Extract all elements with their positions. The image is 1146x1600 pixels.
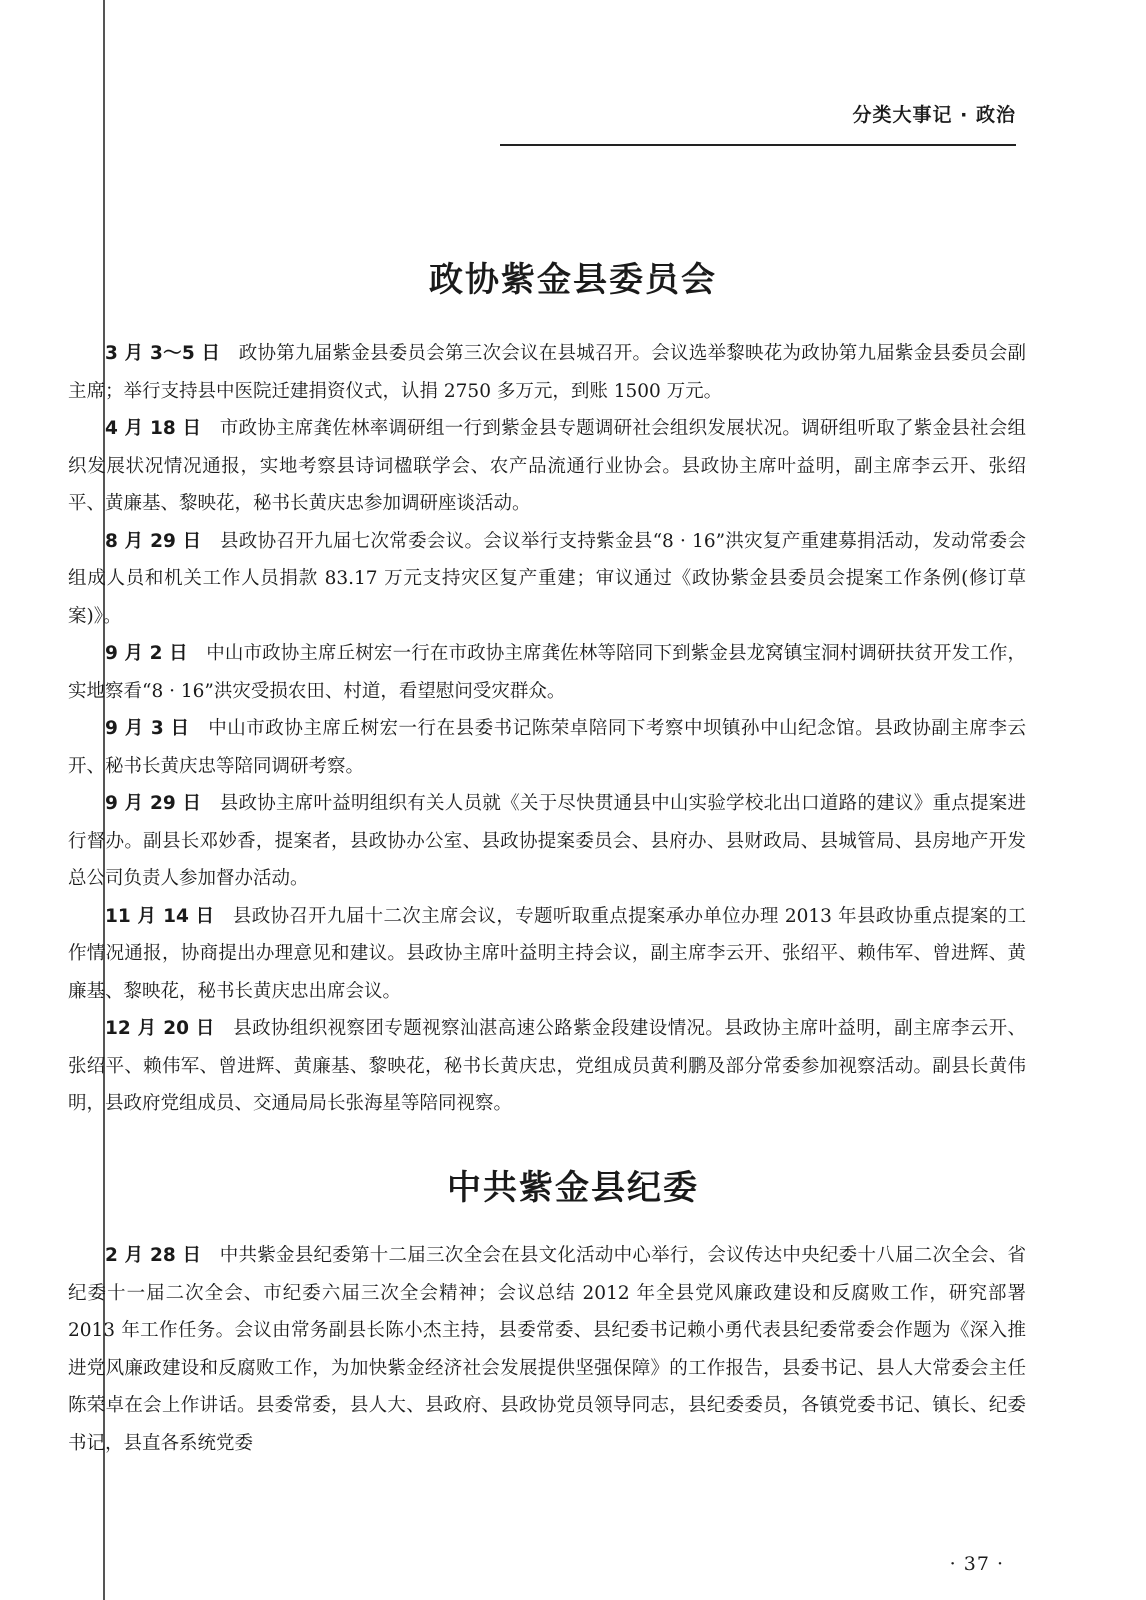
entry	[68, 1237, 1026, 1462]
entry-text: 中共紫金县纪委第十二届三次全会在县文化活动中心举行，会议传达中央纪委十八届二次全会、省纪委十一届二次全会、市纪委六届三次全会精神；会议总结 2012 年全县党风廉政建设和反腐败工作，研究部署 2013 年工作任务。会议由常务副县长陈小杰主持，县委常委、县纪委书记赖小勇代表县纪委常委会作题为《深入推进党风廉政建设和反腐败工作，为加快紫金经济社会发展提供坚强保障》的工作报告，县委书记、县人大常委会主任陈荣卓在会上作讲话。县委常委，县人大、县政府、县政协党员领导同志，县纪委委员，各镇党委书记、镇长、纪委书记，县直各系统党委	[68, 1245, 1026, 1454]
entry-text: 县政协召开九届十二次主席会议，专题听取重点提案承办单位办理 2013 年县政协重点提案的工作情况通报，协商提出办理意见和建议。县政协主席叶益明主持会议，副主席李云开、张绍平、赖伟军、曾进辉、黄廉基、黎映花，秘书长黄庆忠出席会议。	[68, 905, 1026, 1002]
entry-text: 政协第九届紫金县委员会第三次会议在县城召开。会议选举黎映花为政协第九届紫金县委员会副主席；举行支持县中医院迁建捐资仪式，认捐 2750 多万元，到账 1500 万元。	[68, 343, 1026, 402]
entry-date: 9 月 3 日	[105, 718, 190, 739]
running-title: 分类大事记 · 政治	[852, 104, 1016, 126]
entry	[68, 335, 1026, 410]
entry	[68, 898, 1026, 1011]
entry-date: 3 月 3～5 日	[105, 343, 221, 364]
entry-text: 县政协主席叶益明组织有关人员就《关于尽快贯通县中山实验学校北出口道路的建议》重点提案进行督办。副县长邓妙香，提案者，县政协办公室、县政协提案委员会、县府办、县财政局、县城管局、县房地产开发总公司负责人参加督办活动。	[68, 793, 1026, 889]
entry-date: 11 月 14 日	[105, 905, 215, 927]
entry-date: 4 月 18 日	[105, 418, 202, 439]
section-title-cppcc: 政协紫金县委员会	[429, 260, 717, 300]
page-number: · 37 ·	[949, 1553, 1004, 1575]
entry-date: 8 月 29 日	[105, 530, 202, 552]
entry	[68, 523, 1026, 636]
header-divider	[500, 144, 1016, 146]
running-header	[500, 96, 1016, 148]
entry-text: 县政协召开九届七次常委会议。会议举行支持紫金县“8 · 16”洪灾复产重建募捐活动，发动常委会组成人员和机关工作人员捐款 83.17 万元支持灾区复产重建；审议通过《政协紫金县委员会提案工作条例(修订草案)》。	[68, 530, 1026, 627]
entry-date: 9 月 29 日	[105, 793, 202, 814]
entry-date: 12 月 20 日	[105, 1018, 215, 1039]
entry	[68, 410, 1026, 523]
entry-text: 县政协组织视察团专题视察汕湛高速公路紫金段建设情况。县政协主席叶益明，副主席李云开、张绍平、赖伟军、曾进辉、黄廉基、黎映花，秘书长黄庆忠，党组成员黄利鹏及部分常委参加视察活动。副县长黄伟明，县政府党组成员、交通局局长张海星等陪同视察。	[68, 1018, 1026, 1114]
entry-text: 市政协主席龚佐林率调研组一行到紫金县专题调研社会组织发展状况。调研组听取了紫金县社会组织发展状况情况通报，实地考察县诗词楹联学会、农产品流通行业协会。县政协主席叶益明，副主席李云开、张绍平、黄廉基、黎映花，秘书长黄庆忠参加调研座谈活动。	[68, 418, 1026, 514]
section-title-discipline-commission: 中共紫金县纪委	[447, 1168, 699, 1208]
entry	[68, 710, 1026, 785]
entry-text: 中山市政协主席丘树宏一行在市政协主席龚佐林等陪同下到紫金县龙窝镇宝洞村调研扶贫开发工作，实地察看“8 · 16”洪灾受损农田、村道，看望慰问受灾群众。	[68, 643, 1026, 702]
entry	[68, 635, 1026, 710]
entry-list-discipline-commission	[68, 1237, 1026, 1462]
entry-date: 2 月 28 日	[105, 1245, 202, 1266]
entry-text: 中山市政协主席丘树宏一行在县委书记陈荣卓陪同下考察中坝镇孙中山纪念馆。县政协副主席李云开、秘书长黄庆忠等陪同调研考察。	[68, 718, 1026, 777]
entry	[68, 785, 1026, 898]
entry	[68, 1010, 1026, 1123]
entry-list-cppcc	[68, 335, 1026, 1123]
entry-date: 9 月 2 日	[105, 643, 188, 664]
